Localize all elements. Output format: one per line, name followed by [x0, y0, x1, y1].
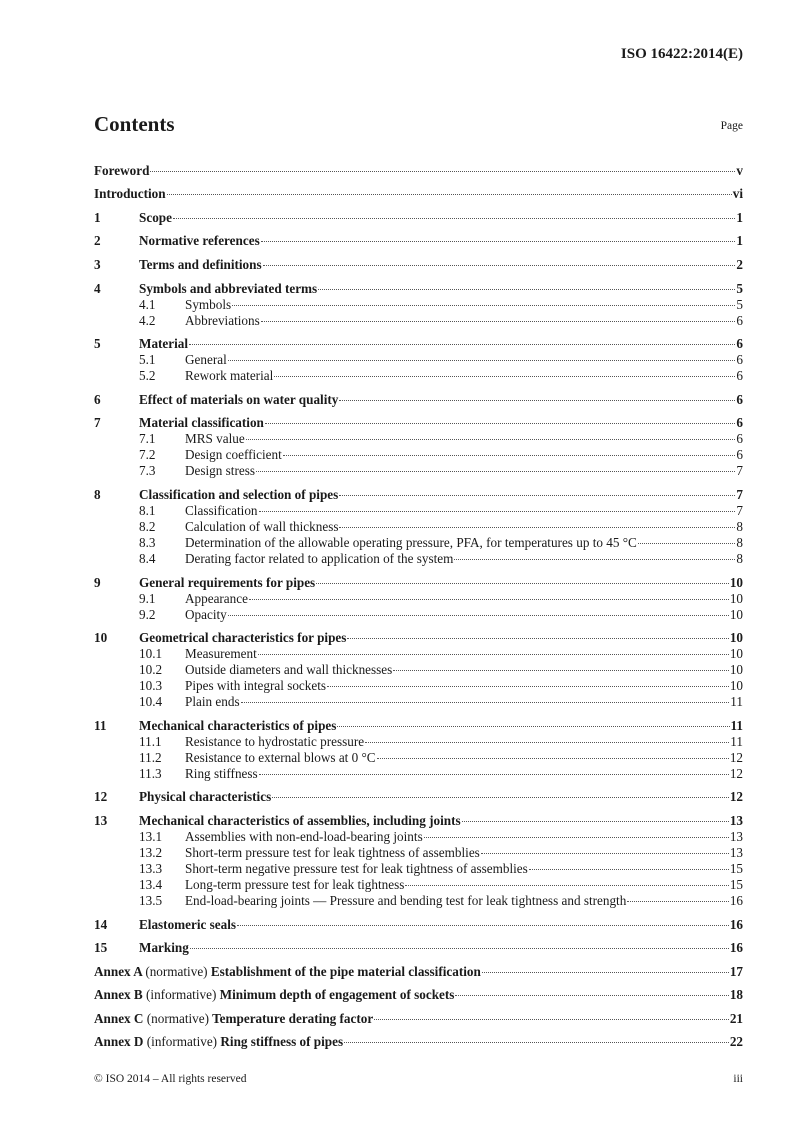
entry-page: 5 [736, 296, 743, 312]
annex-name: Temperature derating factor [212, 1010, 374, 1026]
subentry-number: 8.4 [139, 550, 156, 566]
entry-title: Material classification [139, 415, 264, 431]
subentry-number: 13.1 [139, 828, 163, 844]
entry-page: 11 [730, 694, 743, 710]
entry-page: 12 [729, 765, 743, 781]
annex-type: (normative) [145, 963, 208, 979]
toc-entry[interactable] [94, 336, 743, 352]
contents-title: Contents [94, 112, 175, 136]
entry-page: 16 [729, 892, 743, 908]
entry-title: Symbols and abbreviated terms [139, 280, 318, 296]
entry-title: Material [139, 336, 189, 352]
dot-leader [256, 471, 735, 472]
entry-number: 4 [94, 280, 101, 296]
entry-page: 6 [736, 368, 743, 384]
subentry-number: 10.3 [139, 678, 163, 694]
dot-leader [405, 885, 728, 886]
entry-page: 7 [736, 463, 743, 479]
entry-number: 9 [94, 574, 101, 590]
entry-page: 13 [729, 812, 743, 828]
entry-number: 7 [94, 415, 101, 431]
entry-number: 6 [94, 391, 101, 407]
toc-entry[interactable] [94, 987, 743, 1003]
subentry-title: Ring stiffness [185, 765, 258, 781]
toc-entry[interactable] [94, 845, 743, 861]
subentry-title: Design coefficient [185, 447, 282, 463]
page-number: iii [733, 1073, 743, 1085]
subentry-number: 4.2 [139, 312, 156, 328]
annex-name: Minimum depth of engagement of sockets [219, 987, 455, 1003]
toc-entry[interactable] [94, 893, 743, 909]
dot-leader [228, 615, 729, 616]
entry-page: 2 [736, 256, 743, 272]
subentry-title: Plain ends [185, 694, 240, 710]
entry-page: 6 [736, 391, 743, 407]
entry-page: 21 [729, 1010, 743, 1026]
dot-leader [339, 527, 735, 528]
subentry-title: Measurement [185, 646, 257, 662]
entry-page: 10 [729, 678, 743, 694]
toc-entry[interactable] [94, 630, 743, 646]
subentry-number: 8.1 [139, 502, 156, 518]
subentry-title: General [185, 352, 227, 368]
entry-page: v [736, 162, 743, 178]
dot-leader [455, 995, 728, 996]
toc-entry[interactable] [94, 313, 743, 329]
dot-leader [173, 218, 735, 219]
entry-title: Physical characteristics [139, 789, 272, 805]
dot-leader [237, 925, 729, 926]
entry-page: 6 [736, 415, 743, 431]
subentry-number: 13.3 [139, 860, 163, 876]
toc-entry[interactable] [94, 694, 743, 710]
subentry-number: 10.4 [139, 694, 163, 710]
entry-page: 10 [729, 630, 743, 646]
annex-label: Annex C [94, 1010, 144, 1026]
entry-title: Terms and definitions [139, 256, 262, 272]
toc-entry[interactable] [94, 718, 743, 734]
annex-name: Ring stiffness of pipes [220, 1034, 344, 1050]
entry-page: 7 [736, 486, 743, 502]
subentry-number: 7.3 [139, 463, 156, 479]
entry-page: 15 [729, 876, 743, 892]
subentry-number: 4.1 [139, 296, 156, 312]
subentry-number: 13.2 [139, 844, 163, 860]
toc-entry[interactable] [94, 210, 743, 226]
subentry-number: 8.2 [139, 518, 156, 534]
dot-leader [249, 599, 729, 600]
entry-number: 15 [94, 940, 108, 956]
annex-label: Annex B [94, 987, 143, 1003]
toc-entry[interactable] [94, 789, 743, 805]
toc-entry[interactable] [94, 813, 743, 829]
dot-leader [393, 670, 729, 671]
toc-entry[interactable] [94, 1011, 743, 1027]
dot-leader [638, 543, 736, 544]
toc-entry[interactable] [94, 750, 743, 766]
subentry-number: 9.2 [139, 606, 156, 622]
entry-title: General requirements for pipes [139, 574, 316, 590]
dot-leader [150, 171, 735, 172]
toc-entry[interactable] [94, 281, 743, 297]
toc-entry[interactable] [94, 415, 743, 431]
subentry-title: Determination of the allowable operating pressure, PFA, for temperatures up to 45 °C [185, 534, 637, 550]
dot-leader [365, 742, 729, 743]
dot-leader [462, 821, 729, 822]
toc-entry[interactable] [94, 463, 743, 479]
toc-entry[interactable] [94, 163, 743, 179]
subentry-title: Rework material [185, 368, 274, 384]
subentry-title: Long-term pressure test for leak tightness [185, 876, 405, 892]
toc-entry[interactable] [94, 535, 743, 551]
annex-title [94, 964, 481, 980]
entry-page: 1 [736, 233, 743, 249]
subentry-title: Calculation of wall thickness [185, 518, 339, 534]
subentry-number: 11.2 [139, 749, 162, 765]
subentry-title: Resistance to external blows at 0 °C [185, 749, 376, 765]
annex-title [94, 1034, 343, 1050]
entry-page: 6 [736, 312, 743, 328]
subentry-title: Short-term pressure test for leak tightness of assemblies [185, 844, 480, 860]
subentry-number: 9.1 [139, 590, 156, 606]
entry-page: 10 [729, 574, 743, 590]
entry-page: 8 [736, 534, 743, 550]
toc-entry[interactable] [94, 447, 743, 463]
dot-leader [265, 423, 736, 424]
subentry-title: MRS value [185, 431, 245, 447]
entry-page: 6 [736, 431, 743, 447]
entry-page: 11 [730, 733, 743, 749]
dot-leader [259, 511, 736, 512]
entry-page: 10 [729, 606, 743, 622]
subentry-title: Assemblies with non-end-load-bearing joints [185, 828, 423, 844]
annex-title [94, 1011, 373, 1027]
toc-entry[interactable] [94, 829, 743, 845]
dot-leader [190, 948, 729, 949]
entry-page: 6 [736, 336, 743, 352]
entry-page: 8 [736, 518, 743, 534]
annex-title [94, 987, 454, 1003]
toc-entry[interactable] [94, 662, 743, 678]
entry-number: 11 [94, 717, 107, 733]
dot-leader [482, 972, 729, 973]
subentry-title: Classification [185, 502, 258, 518]
entry-number: 12 [94, 789, 108, 805]
entry-title: Elastomeric seals [139, 916, 237, 932]
entry-number: 2 [94, 233, 101, 249]
subentry-number: 11.1 [139, 733, 162, 749]
entry-page: vi [732, 186, 743, 202]
subentry-title: Design stress [185, 463, 255, 479]
toc-entry[interactable] [94, 297, 743, 313]
entry-number: 8 [94, 486, 101, 502]
entry-page: 7 [736, 502, 743, 518]
entry-title: Normative references [139, 233, 260, 249]
toc-entry[interactable] [94, 940, 743, 956]
entry-title: Introduction [94, 186, 166, 202]
footer [94, 1073, 743, 1085]
entry-page: 10 [729, 646, 743, 662]
document-id-header: ISO 16422:2014(E) [620, 46, 743, 62]
dot-leader [241, 702, 730, 703]
dot-leader [318, 289, 735, 290]
entry-page: 11 [730, 717, 743, 733]
toc-entry[interactable] [94, 551, 743, 567]
toc-entry[interactable] [94, 1034, 743, 1050]
toc-entry[interactable] [94, 964, 743, 980]
subentry-title: End-load-bearing joints — Pressure and bending test for leak tightness and strength [185, 892, 627, 908]
dot-leader [627, 901, 728, 902]
dot-leader [259, 774, 729, 775]
entry-number: 13 [94, 812, 108, 828]
entry-title: Marking [139, 940, 189, 956]
subentry-number: 5.1 [139, 352, 156, 368]
entry-title: Classification and selection of pipes [139, 486, 339, 502]
entry-page: 22 [729, 1034, 743, 1050]
entry-page: 18 [729, 987, 743, 1003]
entry-page: 12 [729, 789, 743, 805]
entry-page: 5 [736, 280, 743, 296]
toc-entry[interactable] [94, 861, 743, 877]
page-column-label: Page [720, 120, 743, 132]
dot-leader [377, 758, 729, 759]
annex-type: (informative) [146, 1034, 218, 1050]
dot-leader [246, 439, 736, 440]
toc-entry[interactable] [94, 392, 743, 408]
toc-entry[interactable] [94, 766, 743, 782]
toc-entry[interactable] [94, 186, 743, 202]
annex-type: (informative) [146, 987, 217, 1003]
toc-entry[interactable] [94, 487, 743, 503]
dot-leader [374, 1019, 729, 1020]
toc-entry[interactable] [94, 257, 743, 273]
entry-page: 1 [736, 209, 743, 225]
annex-name: Establishment of the pipe material classification [210, 963, 481, 979]
subentry-number: 13.4 [139, 876, 163, 892]
toc-entry[interactable] [94, 591, 743, 607]
entry-title: Mechanical characteristics of pipes [139, 717, 337, 733]
toc-entry[interactable] [94, 352, 743, 368]
subentry-title: Abbreviations [185, 312, 260, 328]
toc-entry[interactable] [94, 575, 743, 591]
dot-leader [274, 376, 735, 377]
subentry-title: Appearance [185, 590, 248, 606]
table-of-contents [94, 155, 743, 1050]
entry-title: Geometrical characteristics for pipes [139, 630, 347, 646]
dot-leader [337, 726, 729, 727]
subentry-number: 5.2 [139, 368, 156, 384]
dot-leader [327, 686, 729, 687]
subentry-number: 7.2 [139, 447, 156, 463]
toc-entry[interactable] [94, 917, 743, 933]
dot-leader [258, 654, 729, 655]
toc-entry[interactable] [94, 607, 743, 623]
toc-entry[interactable] [94, 503, 743, 519]
dot-leader [189, 344, 735, 345]
subentry-number: 11.3 [139, 765, 162, 781]
subentry-title: Opacity [185, 606, 227, 622]
dot-leader [529, 869, 729, 870]
toc-entry[interactable] [94, 519, 743, 535]
dot-leader [228, 360, 736, 361]
dot-leader [344, 1042, 729, 1043]
entry-number: 10 [94, 630, 108, 646]
subentry-title: Symbols [185, 296, 232, 312]
subentry-title: Derating factor related to application of the system [185, 550, 454, 566]
dot-leader [339, 400, 735, 401]
annex-type: (normative) [146, 1010, 210, 1026]
subentry-number: 8.3 [139, 534, 156, 550]
entry-page: 16 [729, 916, 743, 932]
dot-leader [263, 265, 736, 266]
entry-number: 1 [94, 209, 101, 225]
entry-title: Effect of materials on water quality [139, 391, 339, 407]
entry-page: 17 [729, 963, 743, 979]
entry-page: 12 [729, 749, 743, 765]
entry-page: 13 [729, 828, 743, 844]
dot-leader [454, 559, 735, 560]
entry-title: Scope [139, 209, 172, 225]
subentry-number: 10.2 [139, 662, 163, 678]
toc-entry[interactable] [94, 678, 743, 694]
annex-label: Annex D [94, 1034, 144, 1050]
entry-number: 14 [94, 916, 108, 932]
subentry-title: Short-term negative pressure test for leak tightness of assemblies [185, 860, 528, 876]
subentry-title: Outside diameters and wall thicknesses [185, 662, 393, 678]
entry-number: 5 [94, 336, 101, 352]
annex-label: Annex A [94, 963, 143, 979]
subentry-number: 7.1 [139, 431, 156, 447]
subentry-title: Resistance to hydrostatic pressure [185, 733, 365, 749]
dot-leader [316, 583, 729, 584]
entry-page: 10 [729, 662, 743, 678]
dot-leader [283, 455, 736, 456]
subentry-number: 13.5 [139, 892, 163, 908]
entry-page: 10 [729, 590, 743, 606]
toc-entry[interactable] [94, 877, 743, 893]
dot-leader [261, 321, 736, 322]
toc-entry[interactable] [94, 431, 743, 447]
subentry-title: Pipes with integral sockets [185, 678, 327, 694]
entry-page: 15 [729, 860, 743, 876]
dot-leader [272, 797, 729, 798]
subentry-number: 10.1 [139, 646, 163, 662]
dot-leader [424, 837, 729, 838]
dot-leader [232, 305, 735, 306]
entry-page: 6 [736, 352, 743, 368]
toc-entry[interactable] [94, 734, 743, 750]
toc-entry[interactable] [94, 646, 743, 662]
entry-page: 13 [729, 844, 743, 860]
entry-page: 8 [736, 550, 743, 566]
dot-leader [481, 853, 729, 854]
copyright-notice: © ISO 2014 – All rights reserved [94, 1073, 247, 1085]
entry-page: 6 [736, 447, 743, 463]
dot-leader [339, 495, 735, 496]
dot-leader [347, 638, 728, 639]
dot-leader [167, 194, 732, 195]
dot-leader [261, 241, 736, 242]
toc-entry[interactable] [94, 368, 743, 384]
entry-title: Foreword [94, 162, 150, 178]
entry-page: 16 [729, 940, 743, 956]
entry-number: 3 [94, 256, 101, 272]
entry-title: Mechanical characteristics of assemblies, including joints [139, 812, 461, 828]
toc-entry[interactable] [94, 233, 743, 249]
